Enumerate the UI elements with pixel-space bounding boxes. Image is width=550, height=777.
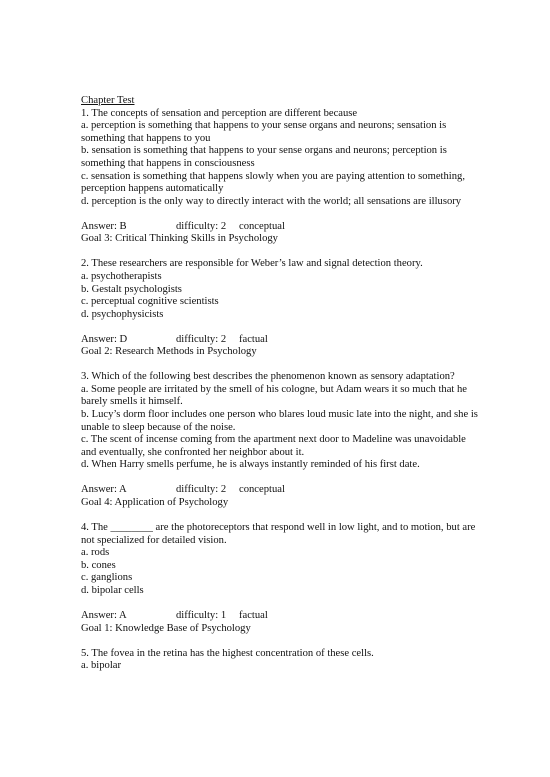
- question-2: [81, 258, 481, 359]
- option-d: d. When Harry smells perfume, he is always instantly reminded of his first date.: [81, 459, 420, 471]
- question-4: [81, 522, 481, 635]
- option-c: c. ganglions: [81, 572, 133, 584]
- option-b: b. sensation is something that happens to your sense organs and neurons; perception is something that happens in consciousness: [81, 145, 447, 169]
- document-page: [81, 95, 481, 673]
- answer-label: Answer: B: [81, 220, 127, 232]
- goal-label: Goal 1: Knowledge Base of Psychology: [81, 622, 251, 634]
- option-d: d. psychophysicists: [81, 308, 164, 320]
- answer-row: [81, 610, 481, 623]
- difficulty-label: difficulty: 2: [176, 220, 227, 232]
- goal-label: Goal 3: Critical Thinking Skills in Psychology: [81, 233, 278, 245]
- answer-label: Answer: D: [81, 333, 128, 345]
- option-a: a. psychotherapists: [81, 270, 162, 282]
- question-5: [81, 648, 481, 673]
- option-a: a. Some people are irritated by the smell of his cologne, but Adam wears it so much that he barely smells it himself.: [81, 383, 467, 408]
- answer-row: [81, 221, 481, 234]
- question-stem: 2. These researchers are responsible for Weber’s law and signal detection theory.: [81, 258, 423, 270]
- goal-label: Goal 2: Research Methods in Psychology: [81, 346, 257, 358]
- goal-label: Goal 4: Application of Psychology: [81, 496, 229, 508]
- option-a: a. perception is something that happens to your sense organs and neurons; sensation is something that happens to you: [81, 120, 447, 144]
- option-c: c. perceptual cognitive scientists: [81, 296, 219, 308]
- option-a: a. rods: [81, 547, 110, 559]
- answer-row: [81, 484, 481, 497]
- question-type-label: factual: [239, 609, 268, 621]
- option-a: a. bipolar: [81, 660, 122, 672]
- difficulty-label: difficulty: 2: [176, 333, 227, 345]
- question-type-label: conceptual: [239, 220, 285, 232]
- answer-label: Answer: A: [81, 609, 127, 621]
- option-d: d. bipolar cells: [81, 584, 144, 596]
- page-title: Chapter Test: [81, 95, 135, 106]
- answer-label: Answer: A: [81, 484, 127, 496]
- option-c: c. The scent of incense coming from the apartment next door to Madeline was unavoidable and eventually, she confronted her neighbor about it.: [81, 434, 466, 458]
- question-stem: 5. The fovea in the retina has the highest concentration of these cells.: [81, 647, 374, 659]
- difficulty-label: difficulty: 2: [176, 484, 227, 496]
- option-d: d. perception is the only way to directly interact with the world; all sensations are illusory: [81, 195, 462, 207]
- answer-row: [81, 334, 481, 347]
- question-1: [81, 108, 481, 246]
- question-stem: 1. The concepts of sensation and perception are different because: [81, 107, 358, 119]
- option-b: b. Gestalt psychologists: [81, 283, 182, 295]
- difficulty-label: difficulty: 1: [176, 609, 227, 621]
- option-b: b. cones: [81, 559, 116, 571]
- question-stem: 3. Which of the following best describes the phenomenon known as sensory adaptation?: [81, 371, 455, 383]
- question-type-label: factual: [239, 333, 268, 345]
- option-b: b. Lucy’s dorm floor includes one person who blares loud music late into the night, and she is unable to sleep because of the noise.: [81, 409, 478, 433]
- question-3: [81, 371, 481, 509]
- question-stem: 4. The ________ are the photoreceptors that respond well in low light, and to motion, but are not specialized for detailed vision.: [81, 521, 476, 546]
- option-c: c. sensation is something that happens slowly when you are paying attention to something, perception happens automatically: [81, 170, 465, 195]
- question-type-label: conceptual: [239, 484, 285, 496]
